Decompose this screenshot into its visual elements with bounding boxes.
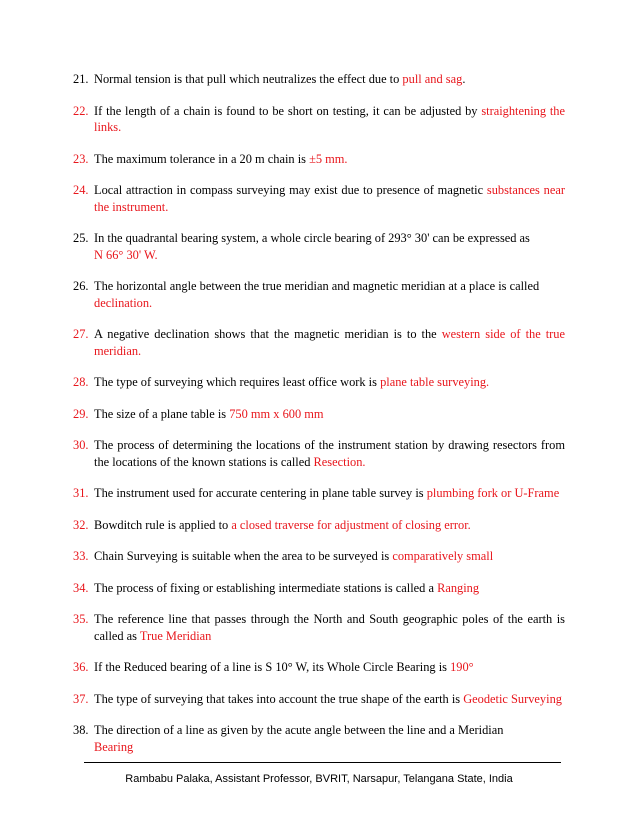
answer-text: a closed traverse for adjustment of closing error. — [231, 517, 471, 532]
question-text: The type of surveying that takes into account the true shape of the earth is — [94, 691, 464, 706]
answer-text: True Meridian — [139, 628, 212, 643]
item-number: 34. — [73, 580, 89, 595]
item-text — [94, 580, 565, 597]
item-number: 21. — [73, 72, 89, 86]
item-number: 35. — [73, 612, 89, 626]
item-text — [94, 437, 565, 470]
question-text: The horizontal angle between the true meridian and magnetic meridian at a place is called — [94, 279, 540, 293]
item-text — [94, 659, 565, 676]
list-item — [73, 103, 565, 136]
question-text: The size of a plane table is — [94, 406, 230, 421]
list-item — [73, 182, 565, 215]
answer-text: comparatively small — [392, 549, 494, 563]
item-text — [94, 722, 565, 755]
answer-text: Bearing — [94, 739, 134, 754]
question-text: Normal tension is that pull which neutralizes the effect due to — [94, 72, 403, 86]
item-number: 37. — [73, 691, 89, 706]
answer-text: Resection. — [313, 454, 366, 469]
answer-text: 750 mm x 600 mm — [229, 406, 324, 421]
question-text: In the quadrantal bearing system, a whole circle bearing of 293° 30' can be expressed as — [94, 231, 530, 245]
item-text — [94, 406, 565, 423]
item-number: 38. — [73, 723, 89, 737]
item-number: 23. — [73, 151, 89, 166]
question-text: If the Reduced bearing of a line is S 10° W, its Whole Circle Bearing is — [94, 660, 451, 674]
answer-text: western side of the true meridian. — [94, 327, 565, 358]
item-number: 22. — [73, 103, 89, 118]
item-text — [94, 517, 565, 534]
question-text: The type of surveying which requires least office work is — [94, 375, 381, 389]
item-text — [94, 485, 565, 502]
answer-text: 190° — [450, 660, 474, 674]
list-item — [73, 691, 565, 708]
answer-text: ±5 mm. — [309, 151, 348, 166]
list-item — [73, 548, 565, 565]
trailing-text: . — [462, 72, 466, 86]
item-text — [94, 71, 565, 88]
item-number: 24. — [73, 183, 89, 197]
item-text — [94, 182, 565, 215]
list-item — [73, 406, 565, 423]
list-item — [73, 517, 565, 534]
question-text: The reference line that passes through the North and South geographic poles of the earth is called as — [94, 612, 565, 643]
item-number: 27. — [73, 327, 89, 341]
answer-text: Geodetic Surveying — [463, 691, 562, 706]
answer-text: pull and sag — [402, 72, 463, 86]
question-text: The maximum tolerance in a 20 m chain is — [94, 151, 310, 166]
item-text — [94, 103, 565, 136]
list-item — [73, 278, 565, 311]
item-text — [94, 230, 565, 263]
list-item — [73, 611, 565, 644]
answer-text: plane table surveying. — [380, 375, 490, 389]
answer-text: substances near the instrument. — [94, 183, 565, 214]
item-number: 33. — [73, 549, 89, 563]
list-item — [73, 437, 565, 470]
item-number: 30. — [73, 438, 89, 452]
page-footer: Rambabu Palaka, Assistant Professor, BVRIT, Narsapur, Telangana State, India — [125, 773, 513, 785]
item-text — [94, 278, 565, 311]
question-text: The process of determining the locations of the instrument station by drawing resectors from the locations of the known stations is called — [94, 438, 565, 469]
list-item — [73, 151, 565, 168]
list-item — [73, 722, 565, 755]
item-text — [94, 326, 565, 359]
item-number: 29. — [73, 406, 89, 421]
answer-text: N 66° 30' W. — [94, 247, 158, 262]
question-text: The process of fixing or establishing intermediate stations is called a — [94, 580, 438, 595]
question-text: The instrument used for accurate centering in plane table survey is — [94, 486, 427, 500]
item-text — [94, 691, 565, 708]
list-item — [73, 326, 565, 359]
list-item — [73, 230, 565, 263]
question-list — [73, 71, 565, 770]
item-number: 26. — [73, 279, 89, 293]
item-text — [94, 611, 565, 644]
answer-text: plumbing fork or U-Frame — [426, 486, 560, 500]
answer-text: straightening the links. — [94, 103, 565, 134]
question-text: A negative declination shows that the magnetic meridian is to the — [94, 327, 442, 341]
question-text: Local attraction in compass surveying may exist due to presence of magnetic — [94, 183, 487, 197]
footer-divider — [84, 762, 561, 763]
item-text — [94, 374, 565, 391]
item-number: 28. — [73, 375, 89, 389]
question-text: If the length of a chain is found to be short on testing, it can be adjusted by — [94, 103, 482, 118]
item-number: 32. — [73, 517, 89, 532]
question-text: Chain Surveying is suitable when the area to be surveyed is — [94, 549, 393, 563]
answer-text: declination. — [94, 295, 153, 310]
list-item — [73, 71, 565, 88]
answer-text: Ranging — [437, 580, 480, 595]
list-item — [73, 580, 565, 597]
list-item — [73, 374, 565, 391]
question-text: The direction of a line as given by the acute angle between the line and a Meridian — [94, 723, 504, 737]
item-number: 25. — [73, 231, 89, 245]
item-number: 36. — [73, 660, 89, 674]
list-item — [73, 659, 565, 676]
item-text — [94, 548, 565, 565]
list-item — [73, 485, 565, 502]
question-text: Bowditch rule is applied to — [94, 517, 232, 532]
item-number: 31. — [73, 486, 89, 500]
item-text — [94, 151, 565, 168]
